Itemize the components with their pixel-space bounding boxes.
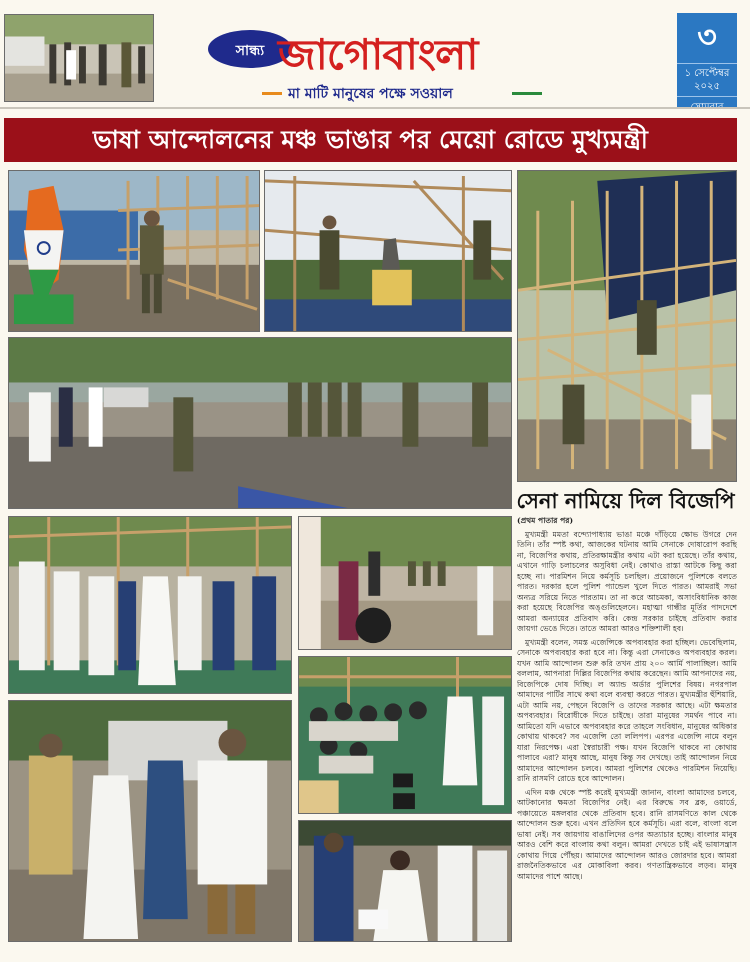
photo-cm-seated-crowd — [298, 820, 512, 942]
article-body — [517, 516, 737, 948]
photo-gandhi-statue — [264, 170, 512, 332]
tagline-rule-left — [262, 92, 282, 95]
page-number: ৩ — [677, 13, 737, 64]
article-title: সেনা নামিয়ে দিল বিজেপি — [516, 489, 735, 513]
issue-date: ১ সেপ্টেম্বর ২০২৫ — [684, 68, 730, 92]
article-paragraph: মুখ্যমন্ত্রী মমতা বন্দ্যোপাধ্যায় ভাঙা মঞ্চে দাঁড়িয়ে ক্ষোভ উগরে দেন তিনি। তাঁর স্পষ্ট কথা, আজকের ঘটনায় আমি সেনাকে দোষারোপ করছি না, বিজেপির কথায়, প্রতিরক্ষামন্ত্রীর কথায় এটা করা হয়েছে। তাঁর কথায়, এখানে গাড়ি চলাচলের অসুবিধা নেই। কোথাও রাস্তা আটকে কিছু করা হচ্ছে না। পারমিশন নিয়ে কর্মসূচি চলছিল। প্রয়োজনে পুলিশকে বলতে পারত। দরকার হলে পুলিশ প্যান্ডেল খুলে দিতে পারত। আমরাই সভা অন্যত্র সরিয়ে নিতে পারতাম। তা না করে আচমকা, অসাংবিধানিক কাজ করা হয়েছে বিজেপির অঙ্গুলিহেলনে। মহাত্মা গান্ধীর মূর্তির পাদদেশে আমরা অন্যায়ের প্রতিবাদ করি। কেন্দ্র সরকার চাইছে প্রতিবাদ করার জায়গা ভেঙে দিতে। তাতে আমরা আরও শক্তিশালী হব। — [517, 529, 737, 633]
page-headline: ভাষা আন্দোলনের মঞ্চ ভাঙার পর মেয়ো রোডে মুখ্যমন্ত্রী — [4, 118, 737, 162]
photo-bamboo-scaffold — [517, 170, 737, 482]
photo-road-soldiers — [8, 337, 512, 509]
logo-title: জাগোবাংলা — [278, 30, 478, 79]
photo-press-seated — [298, 656, 512, 814]
article-kicker: (প্রথম পাতার পর) — [517, 516, 574, 525]
masthead-photo — [4, 14, 154, 102]
logo-tagline: মা মাটি মানুষের পক্ষে সওয়াল — [288, 86, 453, 102]
logo-prefix: সান্ধ্য — [235, 43, 265, 59]
tagline-rule-right — [512, 92, 542, 95]
photo-soldier-dais — [8, 170, 260, 332]
date-box — [677, 13, 737, 107]
masthead-divider — [0, 107, 750, 109]
article-paragraph: মুখ্যমন্ত্রী বলেন, সমস্ত এজেন্সিকে অপব্যবহার করা হচ্ছিল। ভেবেছিলাম, সেনাকে অপব্যবহার করা হবে না। কিন্তু এরা সেনাকেও অপব্যবহার করল। যখন আমি আন্দোলন শুরু করি তখন প্রায় ২০০ আর্মি পালাচ্ছিল। আমি বললাম, আপনারা দিল্লির বিজেপির কথায় করেছেন। আমি আপনাদের নয়, বিজেপিকে দোষ দিচ্ছি। ল অ্যান্ড অর্ডার পুলিশের বিষয়। নগরপাল আমাদের পার্টির সাথে কথা বলে ব্যবস্থা করতে পারত। মুখ্যমন্ত্রীর হুঁশিয়ারি, এটা আমি নয়, পেছনে বিজেপি ও তাদের সরকার আছে। এটা ক্ষমতার অপব্যবহার। বিরোধীকে দিতে চাইছে। তারা মানুষের সমর্থন পাবে না। আমিতো যদি এভাবে অপব্যবহার করে তাহলে সংবিধান, মানুষের অধিকার কোথায় থাকবে? সব এজেন্সি তো ললিপপ। এরপর এজেন্সি নামে বলুন যারা নিরপেক্ষ। এরা স্বৈরাচারী পক্ষ। যখন বিজেপি থাকবে না কোথায় পালাবে এরা? মানুষ আছে, মানুষ কিন্তু সব দেখছে। তাই আন্দোলন নিয়ে আমাদের আন্দোলন চলবে। আমরা পুলিশের থেকেও পারমিশন নিয়েছি। রানি রাসমণি রোডে হবে আন্দোলন। — [517, 637, 737, 783]
photo-cm-leaders — [8, 700, 292, 942]
masthead-logo — [208, 18, 548, 100]
photo-cm-walking — [298, 516, 512, 650]
photo-cm-stage — [8, 516, 292, 694]
article-paragraph: এদিন মঞ্চ থেকে স্পষ্ট করেই মুখ্যমন্ত্রী জানান, বাংলা আমাদের চলবে, আটকানোর ক্ষমতা বিজেপির নেই। এর বিরুদ্ধে সব ব্লক, ওয়ার্ডে, পঞ্চায়েতে মঙ্গলবার থেকে প্রতিবাদ হবে। রানি রাসমণিতে কাল থেকে আন্দোলন শুরু হবে। এখন প্রতিদিন হবে কর্মসূচি। এরা বলে, বাংলা বলে ভাষা নেই। সব জায়গায় বাঙালিদের ওপর অত্যাচার হচ্ছে। বাংলার মানুষ আরও বেশি করে বাংলায় কথা বলুন। আমরা দেখতে চাই এই ভাষাসন্ত্রাস কোথায় গিয়ে পৌঁছয়। আমাদের আন্দোলন আরও জোরদার হবে। আমরা রাজনৈতিকভাবে এর মোকাবিলা করব। গণতান্ত্রিকভাবে লড়ব। মানুষ আমাদের পাশে আছে। — [517, 787, 737, 881]
